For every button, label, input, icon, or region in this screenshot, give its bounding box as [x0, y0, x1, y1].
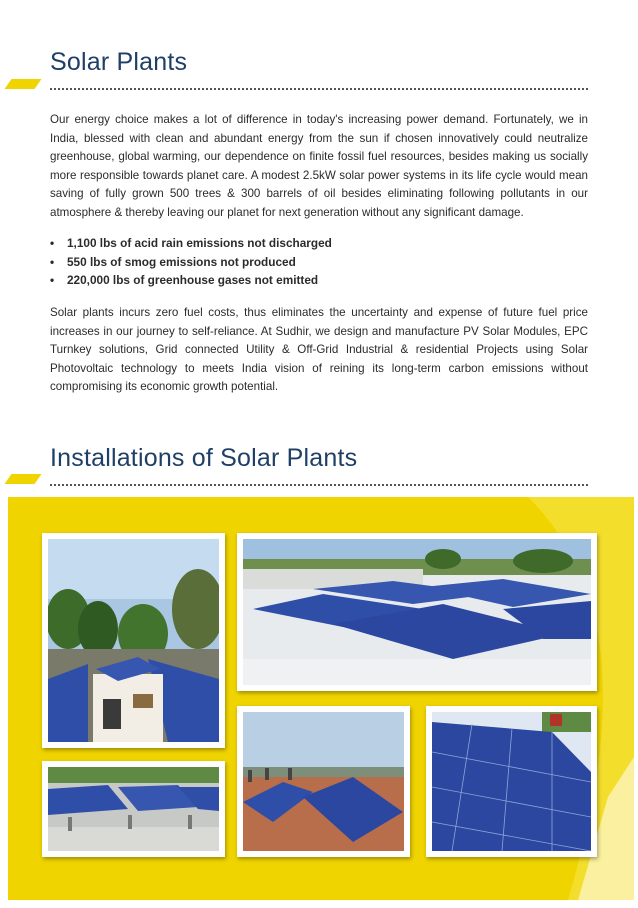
photo-rooftop-array	[237, 533, 597, 691]
closing-paragraph: Solar plants incurs zero fuel costs, thus eliminates the uncertainty and expense of future fuel price increases in our journey to self-reliance. At Sudhir, we design and manufacture PV Solar Modules, EPC Turnkey solutions, Grid connected Utility & Off-Grid Industrial & residential Projects using Solar Photovoltaic technology to meets India vision of reining its long-term carbon emissions without compromising its economic growth potential.	[50, 306, 588, 394]
list-item: • 1,100 lbs of acid rain emissions not discharged	[50, 234, 332, 253]
list-item: • 220,000 lbs of greenhouse gases not emitted	[50, 271, 332, 290]
dotted-divider	[50, 484, 588, 486]
heading-accent	[4, 474, 41, 484]
photo-ground-rows	[42, 761, 225, 857]
heading-accent	[4, 79, 41, 89]
bullet-icon: •	[50, 254, 55, 269]
list-item: • 550 lbs of smog emissions not produced	[50, 253, 332, 272]
bullet-icon: •	[50, 273, 55, 287]
installations-gallery	[8, 497, 634, 900]
photo-tilted-rooftop	[237, 706, 410, 857]
pollutant-list	[50, 234, 332, 290]
dotted-divider	[50, 88, 588, 90]
section-title: Installations of Solar Plants	[50, 444, 358, 472]
photo-closeup-panels	[426, 706, 597, 857]
photo-rooftop-house	[42, 533, 225, 748]
intro-paragraph: Our energy choice makes a lot of difference in today's increasing power demand. Fortunately, we in India, blessed with clean and abundant energy from the sun if chosen innovatively could neutralize greenhouse, global warming, our dependence on finite fossil fuel resources, besides making us socially more responsible towards planet care. A modest 2.5kW solar power systems in its life cycle would mean saving of fully grown 500 trees & 300 barrels of oil besides eliminating following pollutants in our atmosphere & thereby leaving our planet for next generation without any significant damage.	[50, 113, 588, 219]
page-title: Solar Plants	[50, 48, 188, 76]
bullet-icon: •	[50, 236, 55, 250]
